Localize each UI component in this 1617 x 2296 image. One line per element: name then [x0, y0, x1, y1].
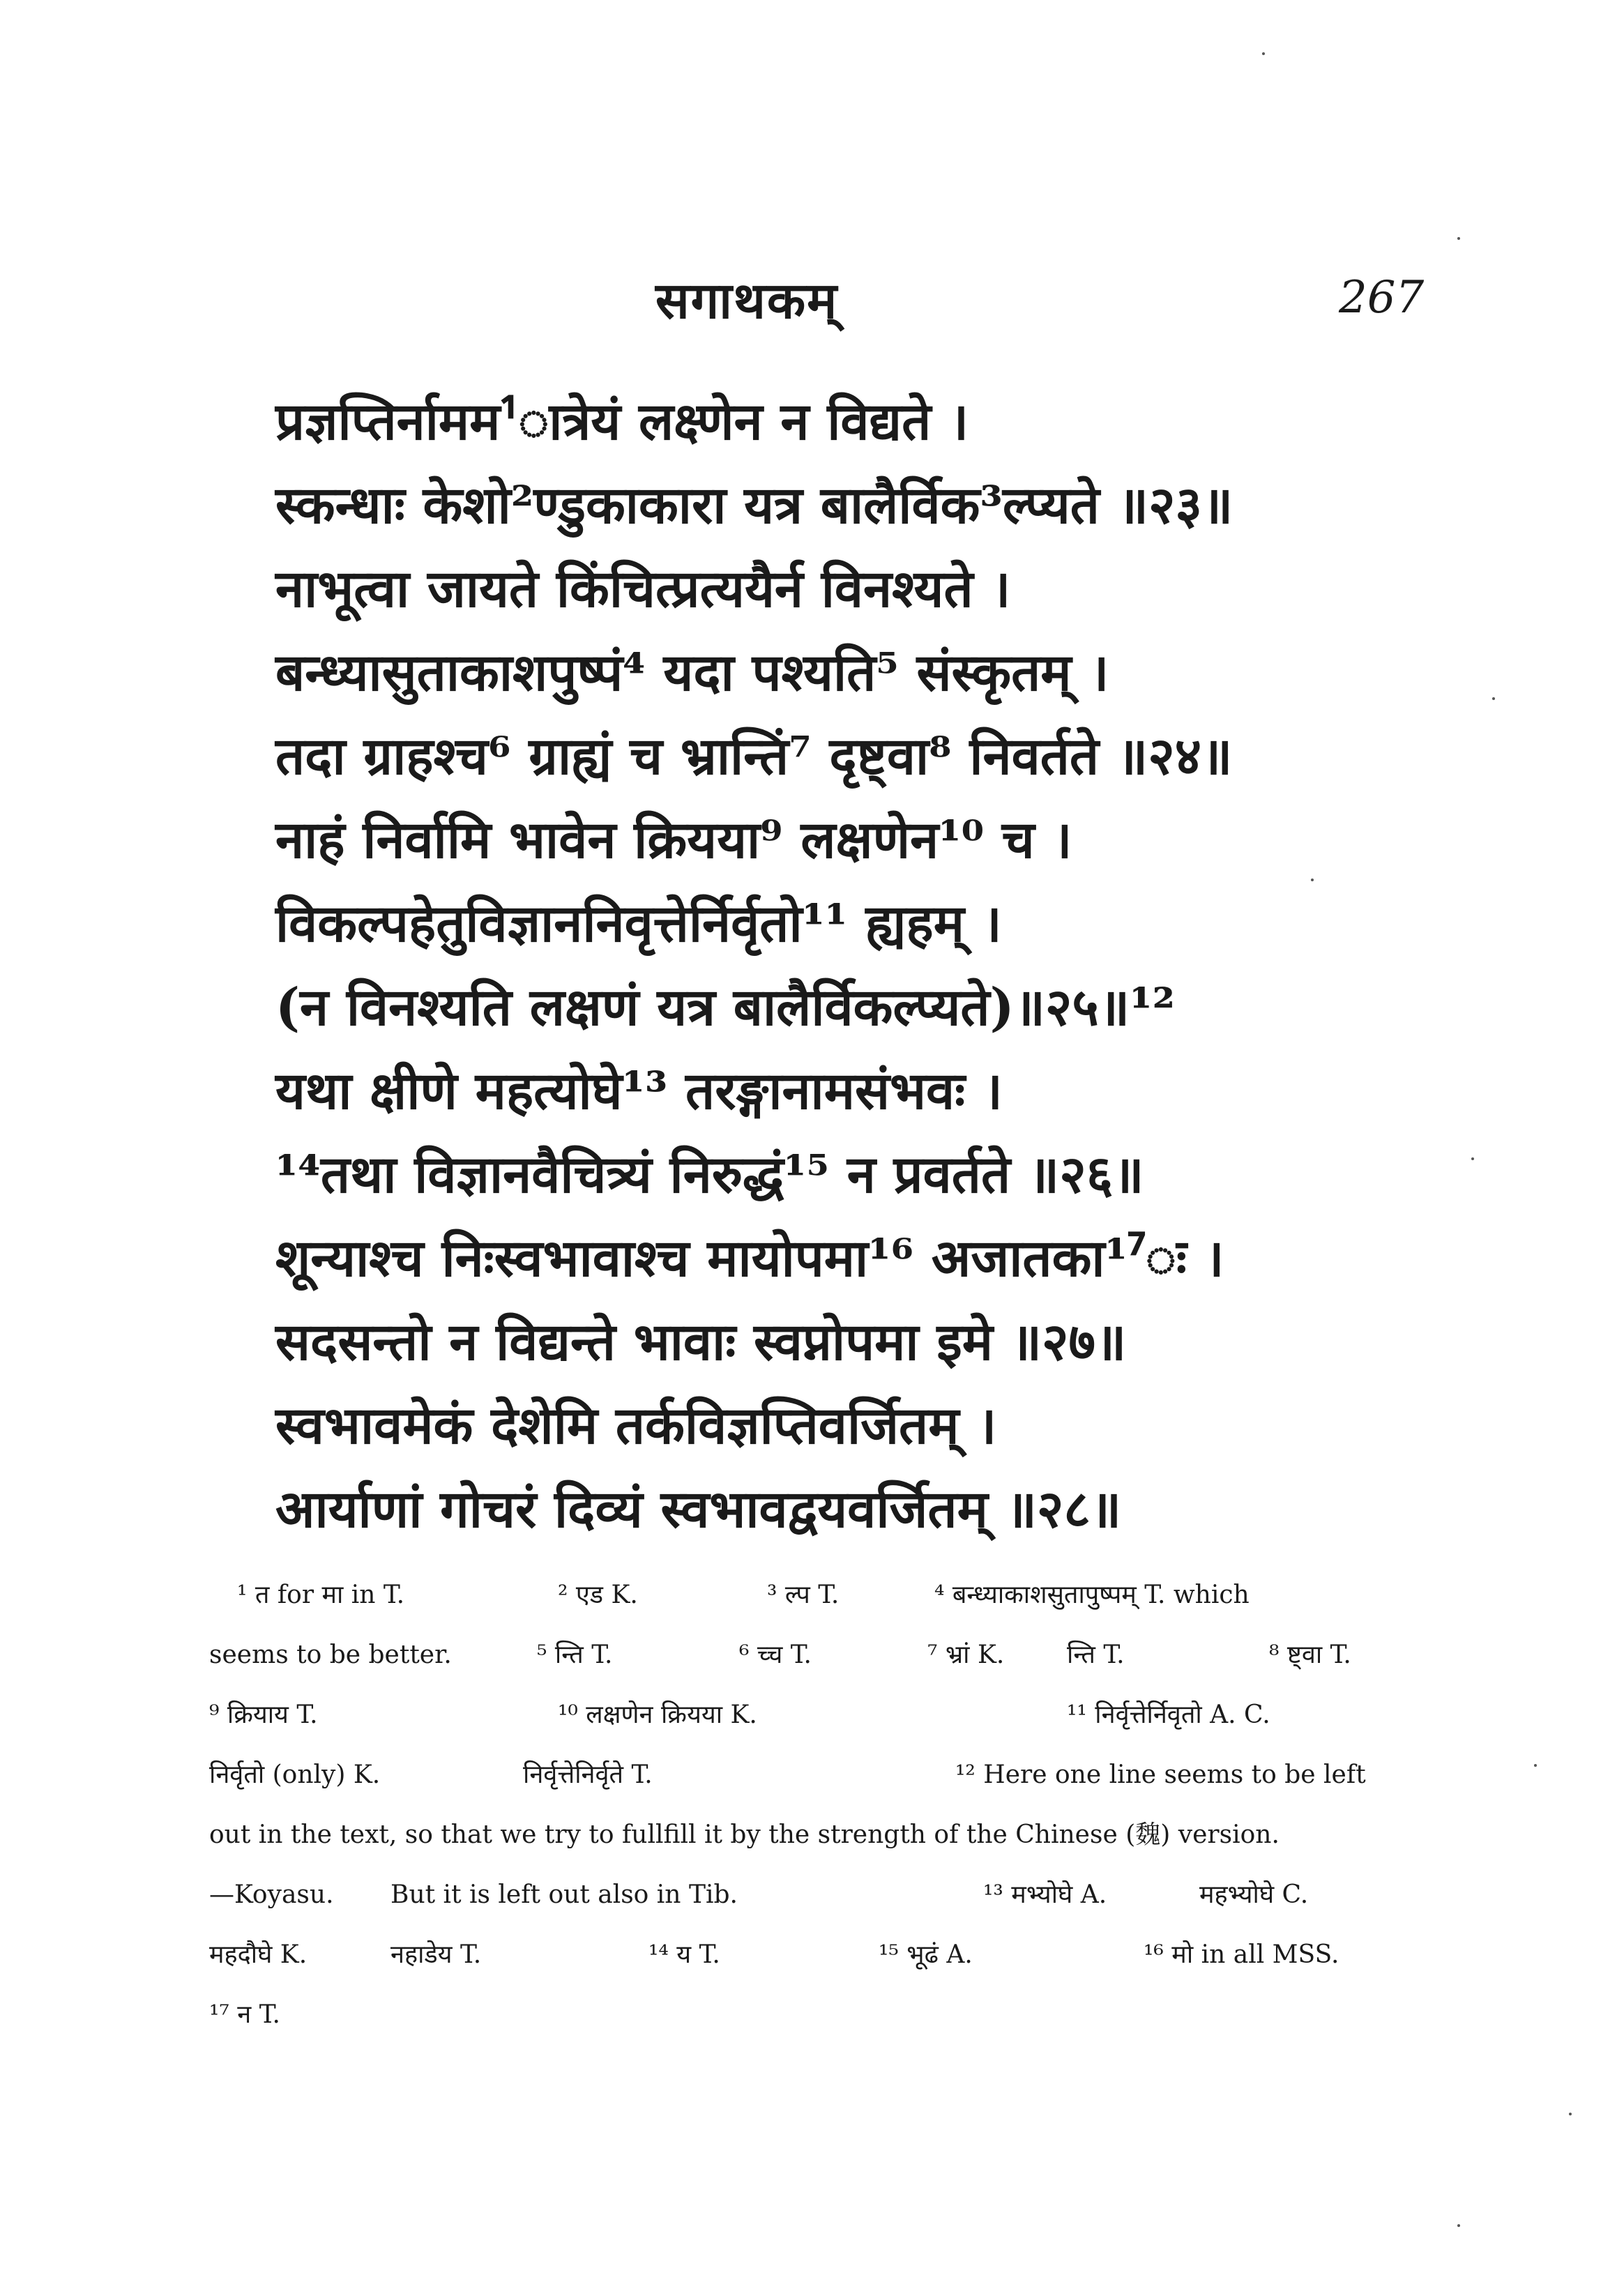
footnote: ⁶ च्च T. — [739, 1641, 812, 1669]
footnote: महभ्योघे C. — [1199, 1880, 1309, 1909]
verse-line: आर्याणां गोचरं दिव्यं स्वभावद्वयवर्जितम् ॥२८॥ — [275, 1480, 1122, 1539]
verse-line: नाभूत्वा जायते किंचित्प्रत्ययैर्न विनश्यते । — [275, 559, 1011, 619]
scan-speck — [1569, 2113, 1572, 2115]
footnote: निर्वृत्तेनिर्वृते T. — [523, 1761, 653, 1789]
scan-speck — [1262, 52, 1265, 55]
footnote: ¹³ मभ्योघे A. — [983, 1880, 1107, 1909]
footnote-row — [209, 1745, 1409, 1805]
footnote-row — [209, 1565, 1409, 1625]
footnote: ¹⁴ य T. — [648, 1940, 720, 1969]
footnote: ⁷ भ्रां K. — [927, 1641, 1005, 1669]
footnote: ¹⁷ न T. — [209, 2000, 280, 2029]
footnote: ⁹ क्रियाय T. — [209, 1701, 318, 1729]
footnote: निर्वृतो (only) K. — [209, 1761, 381, 1789]
verse-line: तदा ग्राहश्च⁶ ग्राह्यं च भ्रान्तिं⁷ दृष्ट्वा⁸ निवर्तते ॥२४॥ — [275, 727, 1233, 786]
footnote: —Koyasu. — [209, 1880, 334, 1909]
footnote: ⁴ बन्ध्याकाशसुतापुष्पम् T. which — [934, 1581, 1250, 1609]
footnote: ¹ त for मा in T. — [237, 1581, 405, 1609]
footnote: ¹¹ निर्वृत्तेर्निवृतो A. C. — [1067, 1701, 1270, 1729]
scan-speck — [1311, 879, 1314, 881]
footnote: out in the text, so that we try to fullfill it by the strength of the Chinese (魏) version. — [209, 1820, 1280, 1849]
footnote-row — [209, 1925, 1409, 1985]
footnote-row — [209, 1985, 1409, 2045]
footnote: ² एड K. — [558, 1581, 638, 1609]
footnote: ¹⁶ मो in all MSS. — [1144, 1940, 1339, 1969]
verse-line: स्वभावमेकं देशेमि तर्कविज्ञप्तिवर्जितम् । — [275, 1396, 997, 1456]
running-title: सगाथकम् — [655, 271, 839, 330]
verse-line: ¹⁴तथा विज्ञानवैचित्र्यं निरुद्धं¹⁵ न प्रवर्तते ॥२६॥ — [275, 1145, 1144, 1205]
footnote: ¹⁵ भूढं A. — [879, 1940, 973, 1969]
verse-line: विकल्पहेतुविज्ञाननिवृत्तेर्निर्वृतो¹¹ ह्यहम् । — [275, 894, 1002, 954]
verse-line: नाहं निर्वामि भावेन क्रियया⁹ लक्षणेन¹⁰ च । — [275, 810, 1072, 870]
scan-speck — [1492, 697, 1495, 700]
footnote-row — [209, 1865, 1409, 1925]
page-number: 267 — [1339, 272, 1425, 324]
footnote: ⁸ ष्ट्वा T. — [1269, 1641, 1351, 1669]
footnote: महदौघे K. — [209, 1940, 308, 1969]
verse-line: यथा क्षीणे महत्योघे¹³ तरङ्गानामसंभवः । — [275, 1061, 1003, 1121]
scan-speck — [1457, 2224, 1460, 2227]
verse-line: स्कन्धाः केशो²ण्डुकाकारा यत्र बालैर्विक³ल्प्यते ॥२३॥ — [275, 476, 1233, 535]
verse-block — [275, 380, 1405, 1551]
scan-speck — [1471, 1157, 1474, 1160]
verse-line: (न विनश्यति लक्षणं यत्र बालैर्विकल्प्यते)॥२५॥¹² — [275, 978, 1176, 1037]
footnote: न्ति T. — [1067, 1641, 1125, 1669]
footnotes — [209, 1565, 1409, 2045]
footnote: ³ ल्प T. — [767, 1581, 840, 1609]
page-header — [0, 265, 1617, 342]
footnote-row — [209, 1625, 1409, 1685]
verse-line: शून्याश्च निःस्वभावाश्च मायोपमा¹⁶ अजातका¹⁷ः । — [275, 1229, 1224, 1288]
footnote: ¹² Here one line seems to be left — [955, 1761, 1366, 1789]
footnote-row — [209, 1685, 1409, 1745]
footnote: seems to be better. — [209, 1641, 452, 1669]
footnote: ⁵ न्ति T. — [537, 1641, 613, 1669]
footnote: ¹⁰ लक्षणेन क्रियया K. — [558, 1701, 757, 1729]
footnote: नहाडेय T. — [390, 1940, 482, 1969]
verse-line: सदसन्तो न विद्यन्ते भावाः स्वप्नोपमा इमे ॥२७॥ — [275, 1312, 1127, 1372]
footnote: But it is left out also in Tib. — [390, 1880, 738, 1909]
verse-line: प्रज्ञप्तिर्नामम¹ात्रेयं लक्ष्णेन न विद्यते । — [275, 392, 969, 452]
scan-speck — [1457, 237, 1460, 240]
verse-line: बन्ध्यासुताकाशपुष्पं⁴ यदा पश्यति⁵ संस्कृतम् । — [275, 643, 1109, 703]
footnote-row — [209, 1805, 1409, 1865]
scan-speck — [1534, 1764, 1537, 1767]
